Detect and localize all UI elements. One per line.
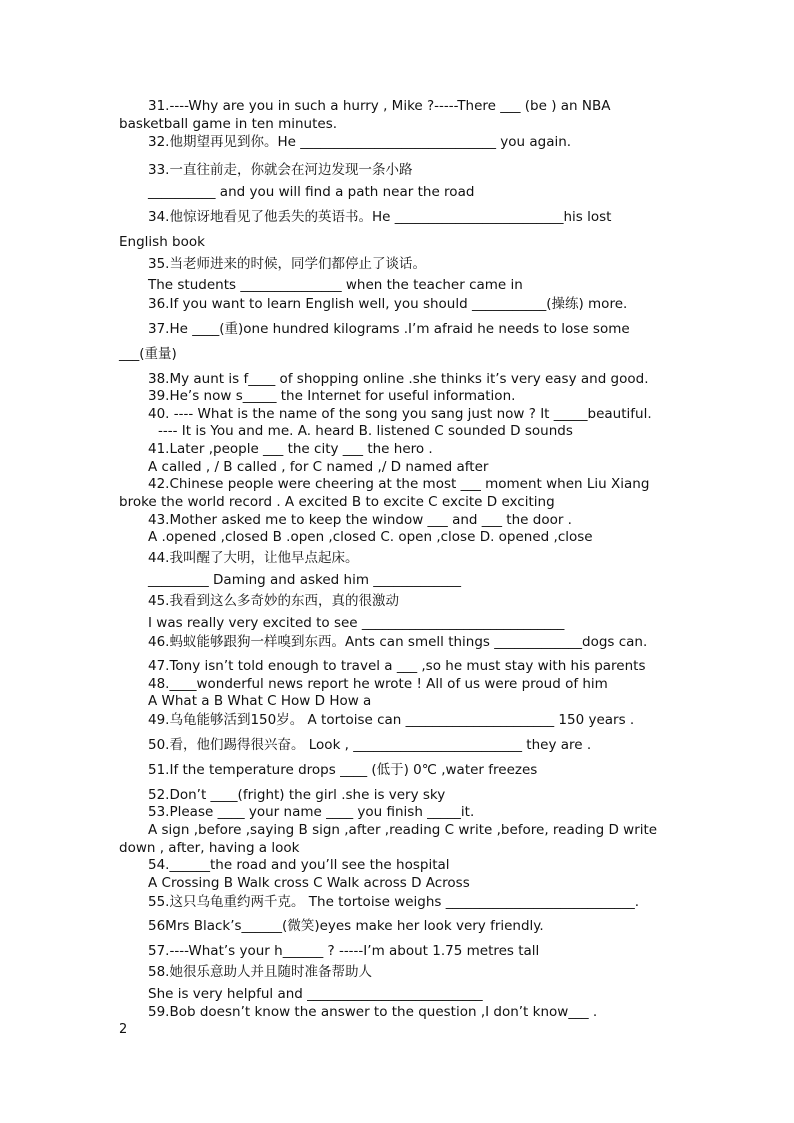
q37-line-1: 37.He ____(重)one hundred kilograms .I’m afraid he needs to lose some [148, 321, 630, 337]
q54-line-2: A Crossing B Walk cross C Walk across D Across [148, 875, 470, 891]
q45-line-2: I was really very excited to see ______________________________ [148, 615, 565, 631]
q32-line: 32.他期望再见到你。He _____________________________ you again. [148, 134, 572, 150]
q39-line: 39.He’s now s_____ the Internet for useful information. [148, 388, 516, 404]
q38-line: 38.My aunt is f____ of shopping online .she thinks it’s very easy and good. [148, 371, 649, 387]
q46-line: 46.蚂蚁能够跟狗一样嗅到东西。Ants can smell things _____________dogs can. [148, 634, 648, 650]
q33-line-2: __________ and you will find a path near the road [148, 184, 475, 200]
q57-line: 57.----What’s your h______ ? -----I’m about 1.75 metres tall [148, 943, 540, 959]
q35-line-1: 35.当老师进来的时候，同学们都停止了谈话。 [148, 256, 426, 272]
q53-line-1: 53.Please ____ your name ____ you finish _____it. [148, 804, 475, 820]
q50-line: 50.看，他们踢得很兴奋。 Look , _________________________ they are . [148, 737, 592, 753]
q43-line-2: A .opened ,closed B .open ,closed C. open ,close D. opened ,close [148, 529, 593, 545]
q40-line-2: ---- It is You and me. A. heard B. listened C sounded D sounds [158, 423, 573, 439]
q53-line-3: down , after, having a look [119, 840, 300, 856]
q58-line-2: She is very helpful and __________________________ [148, 986, 483, 1002]
q37-line-2: ___(重量) [119, 346, 177, 362]
q49-line: 49.乌龟能够活到150岁。 A tortoise can ______________________ 150 years . [148, 712, 635, 728]
q59-line: 59.Bob doesn’t know the answer to the question ,I don’t know___ . [148, 1004, 598, 1020]
q41-line-2: A called , / B called , for C named ,/ D named after [148, 459, 489, 475]
q40-line-1: 40. ---- What is the name of the song you sang just now ? It _____beautiful. [148, 406, 652, 422]
q48-line-1: 48.____wonderful news report he wrote ! All of us were proud of him [148, 676, 608, 692]
q52-line: 52.Don’t ____(fright) the girl .she is very sky [148, 787, 446, 803]
q45-line-1: 45.我看到这么多奇妙的东西，真的很激动 [148, 593, 399, 609]
q35-line-2: The students _______________ when the teacher came in [148, 277, 523, 293]
q41-line-1: 41.Later ,people ___ the city ___ the hero . [148, 441, 433, 457]
q44-line-1: 44.我叫醒了大明，让他早点起床。 [148, 550, 359, 566]
q43-line-1: 43.Mother asked me to keep the window ___ and ___ the door . [148, 512, 572, 528]
q48-line-2: A What a B What C How D How a [148, 693, 372, 709]
q33-line-1: 33.一直往前走，你就会在河边发现一条小路 [148, 162, 413, 178]
q36-line: 36.If you want to learn English well, you should ___________(操练) more. [148, 296, 628, 312]
q34-line-1: 34.他惊讶地看见了他丢失的英语书。He _________________________his lost [148, 209, 612, 225]
q44-line-2: _________ Daming and asked him _____________ [148, 572, 462, 588]
q56-line: 56Mrs Black’s______(微笑)eyes make her look very friendly. [148, 918, 544, 934]
q51-line: 51.If the temperature drops ____ (低于) 0℃ ,water freezes [148, 762, 538, 778]
q47-line: 47.Tony isn’t told enough to travel a ___ ,so he must stay with his parents [148, 658, 646, 674]
q53-line-2: A sign ,before ,saying B sign ,after ,reading C write ,before, reading D write [148, 822, 658, 838]
q31-line-2: basketball game in ten minutes. [119, 116, 338, 132]
q34-line-2: English book [119, 234, 205, 250]
q58-line-1: 58.她很乐意助人并且随时准备帮助人 [148, 964, 372, 980]
q55-line: 55.这只乌龟重约两千克。 The tortoise weighs ____________________________. [148, 894, 640, 910]
q42-line-1: 42.Chinese people were cheering at the most ___ moment when Liu Xiang [148, 476, 650, 492]
q42-line-2: broke the world record . A excited B to excite C excite D exciting [119, 494, 555, 510]
page-number: 2 [119, 1022, 128, 1037]
q54-line-1: 54.______the road and you’ll see the hospital [148, 857, 450, 873]
q31-line-1: 31.----Why are you in such a hurry , Mike ?-----There ___ (be ) an NBA [148, 98, 611, 114]
